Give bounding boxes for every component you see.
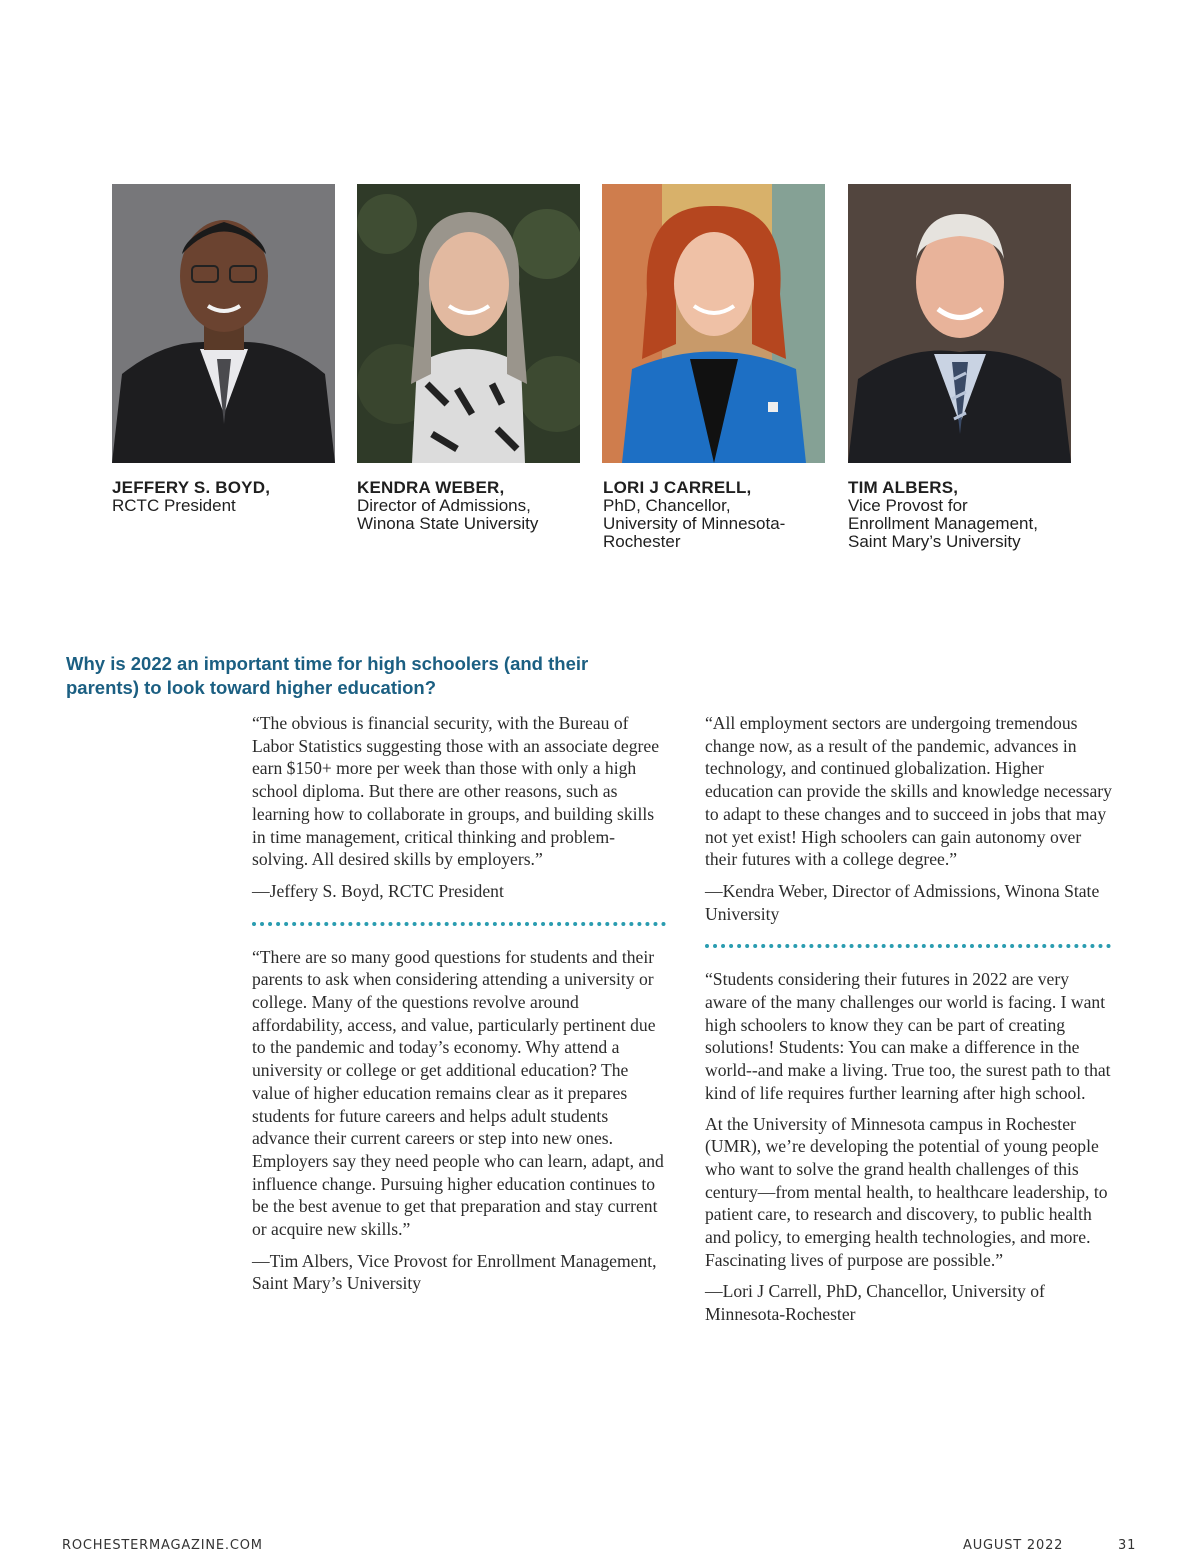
footer-issue: AUGUST 2022	[963, 1538, 1064, 1553]
quote-weber: “All employment sectors are undergoing tremendous change now, as a result of the pandemic, advances in technology, and continued globalization. Higher education can provide the skills and knowledge necessary to adapt to these changes and to succeed in jobs that may not yet exist! High schoolers can gain autonomy over their futures with a college degree.”	[705, 713, 1112, 870]
person-role-line: Vice Provost for	[848, 496, 968, 515]
attribution-albers: —Tim Albers, Vice Provost for Enrollment Management, Saint Mary’s University	[252, 1250, 657, 1294]
footer-page-number: 31	[1118, 1538, 1137, 1553]
person-role-line: Winona State University	[357, 514, 539, 533]
person-name: TIM ALBERS,	[848, 478, 959, 497]
person-role-line: Saint Mary’s University	[848, 532, 1021, 551]
right-column	[705, 712, 1115, 1326]
photo-tim-albers	[848, 184, 1071, 463]
dotted-divider	[705, 944, 1111, 948]
person-role-line: Enrollment Management,	[848, 514, 1038, 533]
person-role-line: University of Minnesota-	[603, 514, 786, 533]
person-name: LORI J CARRELL,	[603, 478, 752, 497]
person-name: KENDRA WEBER,	[357, 478, 505, 497]
person-role-line: Director of Admissions,	[357, 496, 531, 515]
caption-tim-albers	[848, 479, 1088, 551]
quote-boyd: “The obvious is financial security, with the Bureau of Labor Statistics suggesting those with an associate degree earn $150+ more per week than those with only a high school diploma. But there are other reasons, such as learning how to collaborate in groups, and building skills in time management, critical thinking and problem-solving. All desired skills by employers.”	[252, 713, 660, 870]
person-role-line: PhD, Chancellor,	[603, 496, 731, 515]
quote-carrell-part1: “Students considering their futures in 2022 are very aware of the many challenges our world is facing. I want high schoolers to know they can be part of creating solutions! Students: You can make a difference in the world--and make a living. True too, the surest path to that kind of life requires further learning after high school.	[705, 969, 1111, 1103]
person-name: JEFFERY S. BOYD,	[112, 478, 271, 497]
person-role-line: RCTC President	[112, 496, 236, 515]
question-heading: Why is 2022 an important time for high schoolers (and their parents) to look toward higher education?	[66, 653, 589, 698]
caption-jeffery-boyd	[112, 479, 352, 515]
person-role-line: Rochester	[603, 532, 681, 551]
attribution-carrell: —Lori J Carrell, PhD, Chancellor, University of Minnesota-Rochester	[705, 1281, 1045, 1325]
quote-carrell-part2: At the University of Minnesota campus in Rochester (UMR), we’re developing the potential of young people who want to solve the grand health challenges of this century—from mental health, to healthcare leadership, to patient care, to research and discovery, to public health and policy, to emerging health technologies, and more. Fascinating lives of purpose are possible.”	[705, 1113, 1108, 1270]
photo-kendra-weber	[357, 184, 580, 463]
left-column	[252, 712, 670, 1295]
photo-lori-carrell	[602, 184, 825, 463]
quote-albers: “There are so many good questions for students and their parents to ask when considering attending a university or college. Many of the questions revolve around affordability, access, and value, particularly pertinent due to the pandemic and today’s economy. Why attend a university or college or get additional education? The value of higher education remains clear as it prepares students for future careers and helps adult students advance their current careers or step into new ones. Employers say they need people who can learn, adapt, and influence change. Pursuing higher education continues to be the best avenue to get that preparation and stay current or acquire new skills.”	[252, 946, 664, 1240]
dotted-divider	[252, 922, 666, 926]
caption-kendra-weber	[357, 479, 597, 533]
attribution-boyd: —Jeffery S. Boyd, RCTC President	[252, 880, 504, 901]
photo-jeffery-boyd	[112, 184, 335, 463]
attribution-weber: —Kendra Weber, Director of Admissions, Winona State University	[705, 880, 1100, 924]
caption-lori-carrell	[603, 479, 843, 551]
footer-site: ROCHESTERMAGAZINE.COM	[62, 1538, 263, 1553]
